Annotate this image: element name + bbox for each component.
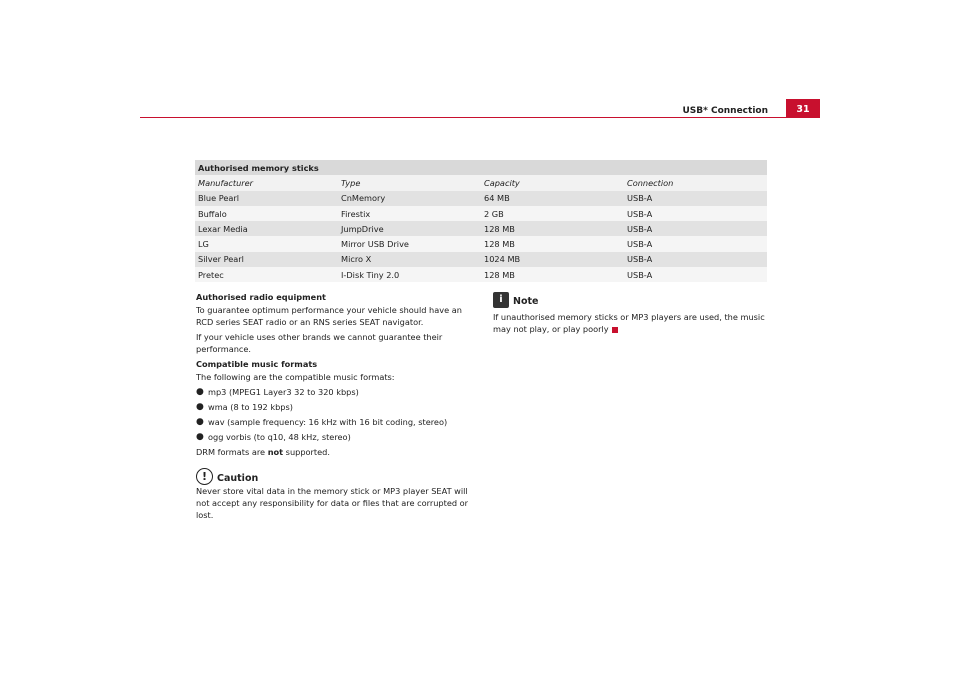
caution-header xyxy=(196,468,481,485)
table-cell: 2 GB xyxy=(484,208,504,219)
music-heading: Compatible music formats xyxy=(196,359,318,369)
table-cell: USB-A xyxy=(627,208,653,219)
table-cell: LG xyxy=(198,239,209,250)
note-paragraph xyxy=(493,311,768,335)
note-title: Note xyxy=(513,296,539,307)
table-cell: 128 MB xyxy=(484,239,515,250)
bullet-icon: ● xyxy=(196,417,204,427)
table-row xyxy=(195,221,767,236)
table-cell: USB-A xyxy=(627,269,653,280)
page-number: 31 xyxy=(786,99,820,118)
info-icon: i xyxy=(493,292,509,308)
table-cell: 128 MB xyxy=(484,223,515,234)
table-cell: USB-A xyxy=(627,193,653,204)
format-text: wav (sample frequency: 16 kHz with 16 bit coding, stereo) xyxy=(208,417,448,427)
bullet-icon: ● xyxy=(196,432,204,442)
table-cell: I-Disk Tiny 2.0 xyxy=(341,269,400,280)
table-row xyxy=(195,252,767,267)
table-cell: USB-A xyxy=(627,223,653,234)
list-item xyxy=(196,431,481,443)
table-row xyxy=(195,191,767,206)
column-header: Manufacturer xyxy=(198,177,254,188)
bullet-icon: ● xyxy=(196,402,204,412)
table-cell: CnMemory xyxy=(341,193,386,204)
table-title-row xyxy=(195,160,767,175)
table-cell: JumpDrive xyxy=(341,223,384,234)
memory-sticks-table xyxy=(195,160,767,282)
table-cell: USB-A xyxy=(627,239,653,250)
table-cell: Pretec xyxy=(198,269,224,280)
table-cell: Lexar Media xyxy=(198,223,248,234)
radio-heading: Authorised radio equipment xyxy=(196,292,326,302)
left-column xyxy=(196,291,481,524)
table-title: Authorised memory sticks xyxy=(198,162,319,173)
note-header xyxy=(493,292,768,308)
list-item xyxy=(196,386,481,398)
table-cell: Micro X xyxy=(341,254,372,265)
drm-sentence: DRM formats are not supported. xyxy=(196,447,330,457)
right-column xyxy=(493,292,768,335)
format-text: ogg vorbis (to q10, 48 kHz, stereo) xyxy=(208,432,351,442)
header-rule xyxy=(140,117,820,118)
table-cell: Silver Pearl xyxy=(198,254,244,265)
table-cell: 64 MB xyxy=(484,193,510,204)
table-row xyxy=(195,236,767,251)
section-title: USB* Connection xyxy=(682,106,768,116)
music-intro: The following are the compatible music formats: xyxy=(196,372,395,382)
bullet-icon: ● xyxy=(196,387,204,397)
table-cell: USB-A xyxy=(627,254,653,265)
table-cell: Mirror USB Drive xyxy=(341,239,409,250)
table-header-row xyxy=(195,175,767,190)
note-text: If unauthorised memory sticks or MP3 players are used, the music may not play, or play poorly xyxy=(493,312,765,334)
radio-paragraph-1: To guarantee optimum performance your vehicle should have an RCD series SEAT radio or an RNS series SEAT navigator. xyxy=(196,305,462,327)
table-cell: Blue Pearl xyxy=(198,193,240,204)
table-cell: Buffalo xyxy=(198,208,227,219)
end-of-section-icon xyxy=(612,327,618,333)
caution-text: Never store vital data in the memory stick or MP3 player SEAT will not accept any responsibility for data or files that are corrupted or lost. xyxy=(196,486,469,520)
format-text: mp3 (MPEG1 Layer3 32 to 320 kbps) xyxy=(208,387,359,397)
radio-paragraph-2: If your vehicle uses other brands we cannot guarantee their performance. xyxy=(196,332,443,354)
column-header: Capacity xyxy=(484,177,520,188)
column-header: Type xyxy=(341,177,361,188)
warning-icon: ! xyxy=(196,468,213,485)
table-row xyxy=(195,206,767,221)
table-cell: Firestix xyxy=(341,208,371,219)
table-cell: 128 MB xyxy=(484,269,515,280)
table-row xyxy=(195,267,767,282)
table-cell: 1024 MB xyxy=(484,254,521,265)
column-header: Connection xyxy=(627,177,674,188)
list-item xyxy=(196,416,481,428)
list-item xyxy=(196,401,481,413)
format-text: wma (8 to 192 kbps) xyxy=(208,402,293,412)
caution-title: Caution xyxy=(217,473,259,484)
